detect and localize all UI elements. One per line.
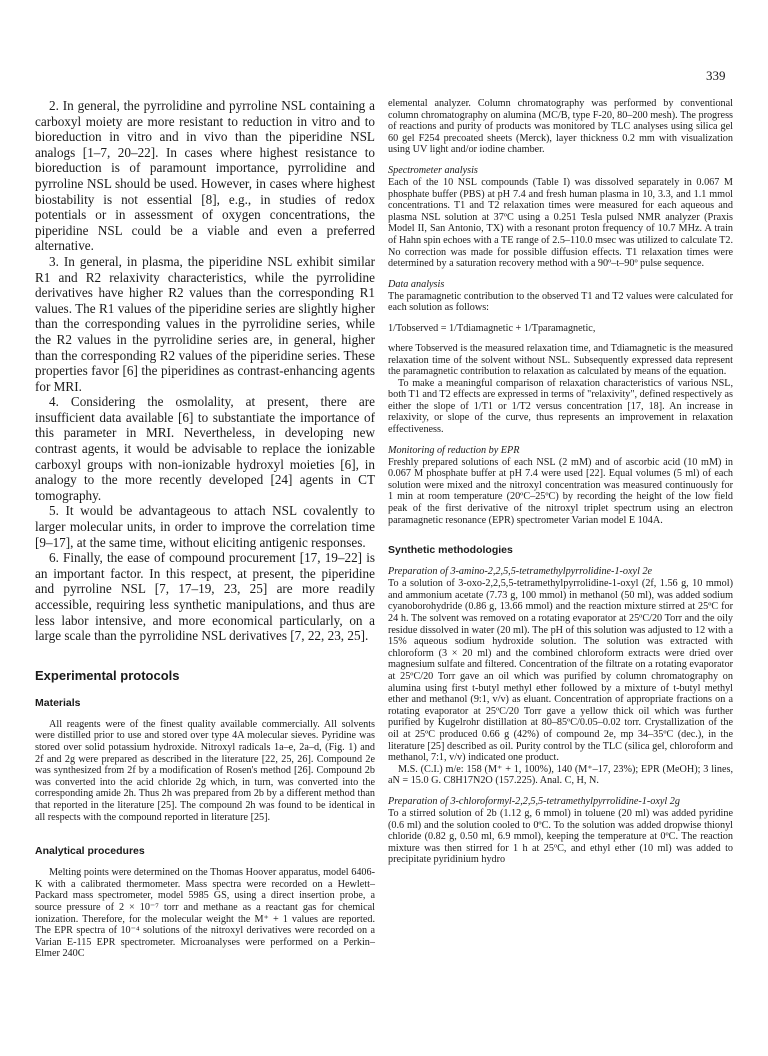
heading-spectrometer-analysis: Spectrometer analysis: [388, 164, 478, 176]
section-title-experimental: Experimental protocols: [35, 667, 180, 683]
conclusion-paragraph-3: 3. In general, in plasma, the piperidine NSL exhibit similar R1 and R2 relaxivity characteristics, while the pyrrolidine derivatives have higher R2 values than the corresponding R1 values. The R1 values of the piperidine series are slightly higher than the corresponding values in the pyrrolidine series, while the R2 values in the pyrrolidine series are, in general, higher than the corresponding R2 values of the piperidine series. These properties favor [6] the piperidines as contrast-enhancing agents for MRI.: [35, 253, 375, 394]
data-analysis-text-3: To make a meaningful comparison of relaxation characteristics of various NSL, both T1 and T2 effects are expressed in terms of "relaxivity", defined respectively as either the slope of 1/T1 or 1/T2 versus concentration [17, 18]. An increase in relaxivity, or slope of the curve, thus represents an improvement in relaxation effectiveness.: [388, 377, 733, 436]
heading-analytical-procedures: Analytical procedures: [35, 845, 145, 858]
conclusion-paragraph-2: 2. In general, the pyrrolidine and pyrroline NSL containing a carboxyl moiety are more resistant to reduction in vitro and to bioreduction in vitro and in vivo than the piperidine NSL analogs [1–7, 20–22]. In cases where highest resistance to bioreduction is of paramount importance, pyrrolidine and pyrroline NSL should be used. However, in cases where highest biostability is not essential [8], e.g., in studies of redox potentials or in assessment of oxygen concentrations, the piperidine NSL could be a viable and even a preferred alternative.: [35, 98, 375, 254]
heading-monitoring-epr: Monitoring of reduction by EPR: [388, 444, 520, 456]
data-analysis-text-2: where Tobserved is the measured relaxation time, and Tdiamagnetic is the measured relaxation time of the solvent without NSL. Subsequently expressed data represent the paramagnetic contribution to relaxation as calculated by means of the equation.: [388, 342, 733, 378]
preparation-2e-text: To a solution of 3-oxo-2,2,5,5-tetramethylpyrrolidine-1-oxyl (2f, 1.56 g, 10 mmol) and ammonium acetate (7.73 g, 100 mmol) in methanol (50 ml), was added sodium cyanoborohydride (0.86 g, 13.66 mmol) and the reaction mixture stirred at 25ºC for 24 h. The solvent was removed on a rotating evaporator at 25ºC/20 Torr and the oily residue dissolved in water (20 ml). The pH of this solution was adjusted to 12 with a 15% aqueous sodium hydroxide solution. The solution was extracted with chloroform (3 × 20 ml) and the combined chloroform extracts were dried over magnesium sulfate and filtered. Concentration of the filtrate on a rotating evaporator at 25ºC/20 Torr gave an oil which was purified by column chromatography on alumina using first t-butyl methyl ether followed by a mixture of t-butyl methyl ether and methanol (9:1, v/v) as eluant. Concentration of appropriate fractions on a rotating evaporator at 25ºC/20 Torr gave a yellow thick oil which was further purified by Kugelrohr distillation at 80–85ºC/0.05–0.02 torr. Crystallization of the oil at 25ºC produced 0.66 g (42%) of compound 2e, mp 34–35ºC (dec.), in the literature [25] described as oil. Purity control by the TLC (silica gel, chloroform and methanol, 7:1, v/v) indicated one product.: [388, 578, 733, 764]
conclusion-paragraph-5: 5. It would be advantageous to attach NSL covalently to larger molecular units, in order to improve the correlation time [9–17], at the same time, without eliciting antigenic responses.: [35, 503, 375, 550]
page-number: 339: [706, 68, 726, 83]
data-analysis-text: The paramagnetic contribution to the observed T1 and T2 values were calculated for each solution as follows:: [388, 290, 733, 314]
materials-text: All reagents were of the finest quality available commercially. All solvents were distilled prior to use and stored over type 4A molecular sieves. Pyridine was stored over solid potassium hydroxide. Nitroxyl radicals 1a–e, 2a–d, (Fig. 1) and 2f and 2g were prepared as described in the literature [22, 25, 26]. Compound 2e was synthesized from 2f by a modification of Rosen's method [26]. Compound 2b was converted into the acid chloride 2g which, in turn, was converted into the corresponding amide 2h. Thus 2h was prepared from 2b by a different method than that reported in the literature [25]. The compound 2h was found to be identical in all respects with the compound reported in literature [25].: [35, 718, 375, 823]
heading-materials: Materials: [35, 696, 81, 709]
heading-data-analysis: Data analysis: [388, 278, 445, 290]
conclusion-paragraph-6: 6. Finally, the ease of compound procurement [17, 19–22] is an important factor. In this respect, at present, the piperidine and pyrroline NSL [7, 17–19, 23, 25] are more readily accessible, requiring less synthetic manipulations, and thus are less labor intensive, and more economical particularly, on a large scale than the pyrrolidine NSL derivatives [7, 22, 23, 25].: [35, 550, 375, 644]
spectrometer-text: Each of the 10 NSL compounds (Table I) was dissolved separately in 0.067 M phosphate buffer (PBS) at pH 7.4 and fresh human plasma in 10, 3.3, and 1.1 mmol concentrations. T1 and T2 relaxation times were measured for each aqueous and plasma NSL solution at 37ºC using a 0.251 Tesla pulsed NMR analyzer (Praxis Model II, San Antonio, TX) with a resonant proton frequency of 10.7 MHz. A train of Hahn spin echoes with a TE range of 2.5–110.0 msec was utilized to calculate T2. No correction was made for possible diffusion effects. T1 relaxation times were determined by a saturation recovery method with a 90º–t–90º pulse sequence.: [388, 176, 733, 270]
relaxation-equation: 1/Tobserved = 1/Tdiamagnetic + 1/Tparamagnetic,: [388, 322, 596, 334]
heading-preparation-2g: Preparation of 3-chloroformyl-2,2,5,5-tetramethylpyrrolidine-1-oxyl 2g: [388, 795, 680, 807]
left-column: [35, 98, 375, 960]
heading-preparation-2e: Preparation of 3-amino-2,2,5,5-tetramethylpyrrolidine-1-oxyl 2e: [388, 566, 653, 578]
monitoring-text: Freshly prepared solutions of each NSL (2 mM) and of ascorbic acid (10 mM) in 0.067 M phosphate buffer at pH 7.4 were used [22]. Equal volumes (5 ml) of each solution were mixed and the nitroxyl concentration was measured continuously for 1 min at room temperature (20ºC–25ºC) by recording the height of the low field peak of the first derivative of the nitroxyl triplet spectrum using an electron paramagnetic resonance (EPR) spectrometer Varian model E 104A.: [388, 456, 733, 526]
analytical-text: Melting points were determined on the Thomas Hoover apparatus, model 6406-K with a calibrated thermometer. Mass spectra were recorded on a Hewlett–Packard mass spectrometer, model 5985 GS, using a direct insertion probe, a source pressure of 2 × 10⁻⁷ torr and methane as a reactant gas for chemical ionization. Therefore, for the molecular weight the M⁺ + 1 values are reported. The EPR spectra of 10⁻⁴ solutions of the nitroxyl derivatives were recorded on a Varian E-115 EPR spectrometer. Microanalyses were performed on a Perkin–Elmer 240C: [35, 867, 375, 960]
conclusion-paragraph-4: 4. Considering the osmolality, at present, there are insufficient data available [6] to substantiate the importance of this parameter in MRI. Nevertheless, in developing new contrast agents, it would be advisable to replace the ionizable carboxyl groups with non-ionizable hydroxyl moieties [6], in analogy to the more recently developed [24] agents in CT tomography.: [35, 394, 375, 503]
preparation-2g-text: To a stirred solution of 2b (1.12 g, 6 mmol) in toluene (20 ml) was added pyridine (0.6 ml) and the solution cooled to 0ºC. To the solution was added dropwise thionyl chloride (0.82 g, 0.50 ml, 6.9 mmol), keeping the temperature at 0ºC. The reaction mixture was then stirred for 1 h at 25ºC, and ethyl ether (10 ml) was added to precipitate pyridinium hydro: [388, 807, 733, 866]
right-column: [388, 98, 733, 866]
heading-synthetic-methodologies: Synthetic methodologies: [388, 544, 513, 557]
intro-text: elemental analyzer. Column chromatography was performed by conventional column chromatography on alumina (MC/B, type F-20, 80–200 mesh). The progress of reactions and purity of products was monitored by TLC analyses using silica gel 60 gel F254 precoated sheets (Merck), layer thickness 0.2 mm with visualization using UV light and/or iodine chamber.: [388, 98, 733, 156]
preparation-2e-ms: M.S. (C.I.) m/e: 158 (M⁺ + 1, 100%), 140 (M⁺–17, 23%); EPR (MeOH); 3 lines, aN = 15.0 G. C8H17N2O (157.225). Anal. C, H, N.: [388, 763, 733, 787]
